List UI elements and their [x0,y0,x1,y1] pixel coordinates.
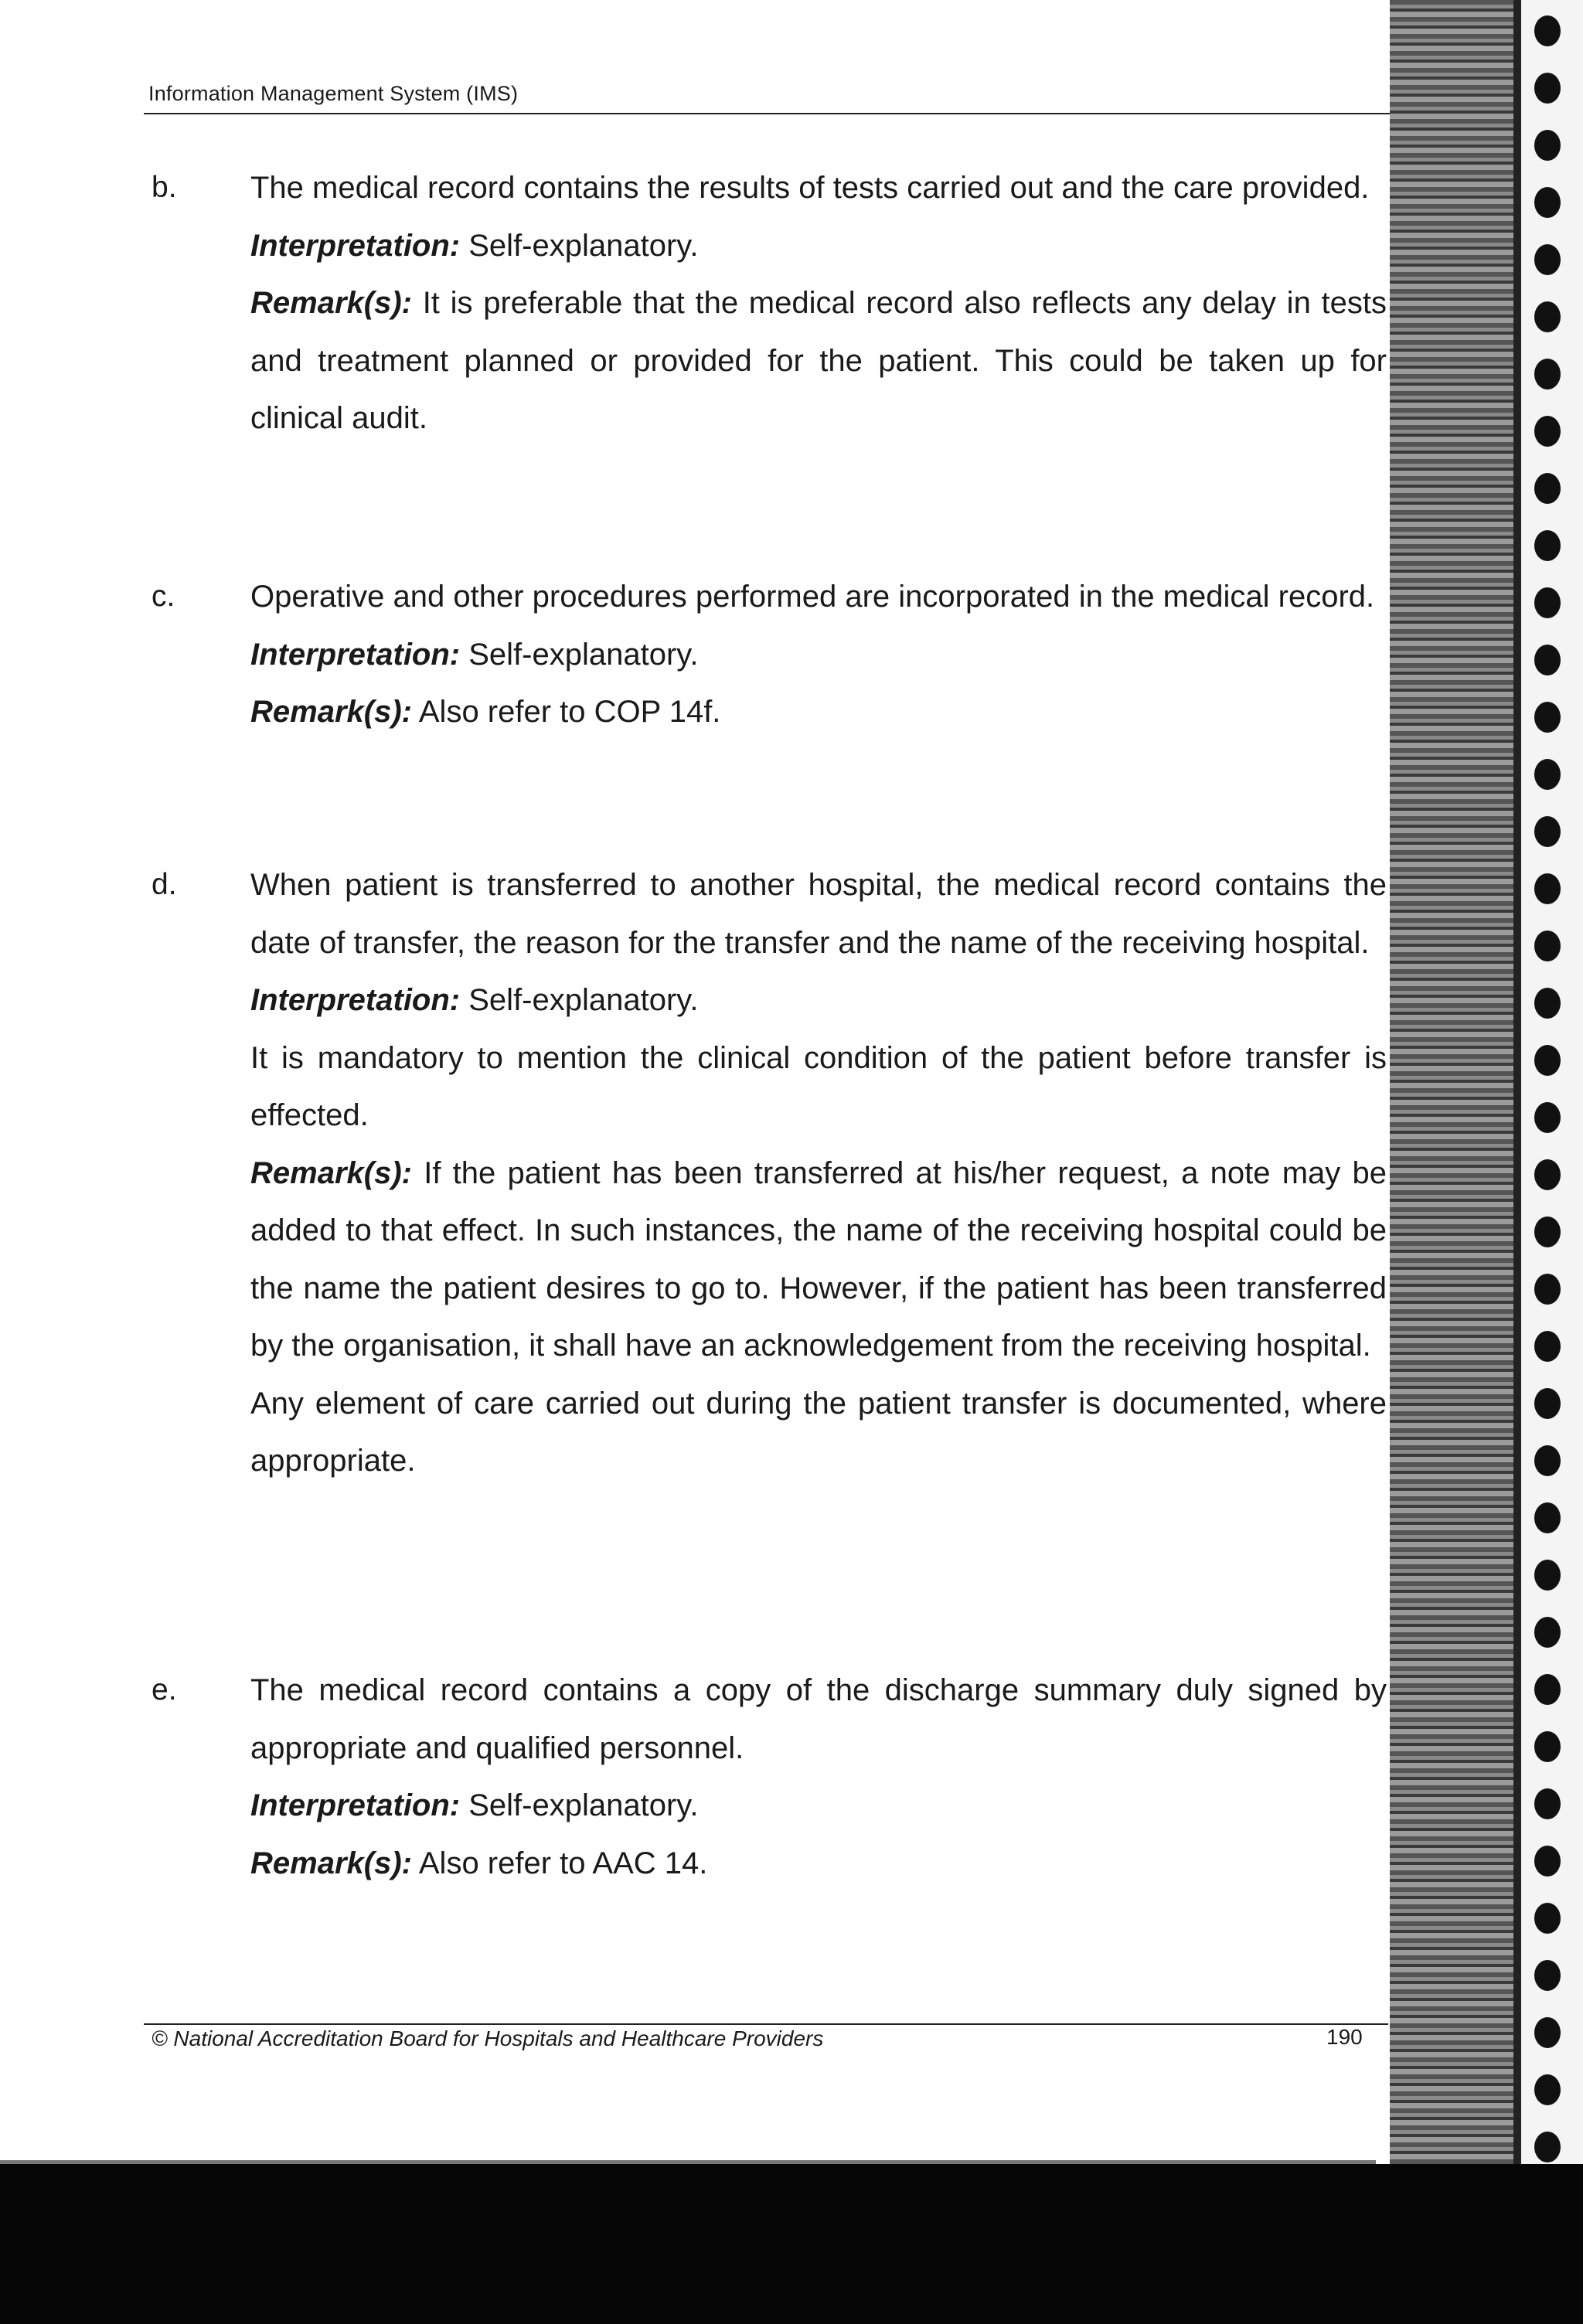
interpretation-text: Self-explanatory. [468,983,699,1017]
item-letter: c. [151,580,175,613]
spiral-ring-icon [1534,1159,1561,1190]
spiral-ring-icon [1534,1960,1561,1991]
mandatory-note: It is mandatory to mention the clinical condition of the patient before transfer is effected. [250,1040,1387,1132]
spiral-ring-icon [1534,816,1561,847]
remarks-label: Remark(s): [250,695,412,729]
remarks-extra: Any element of care carried out during the patient transfer is documented, where appropriate. [250,1386,1387,1478]
spiral-ring-icon [1534,530,1561,561]
interpretation-text: Self-explanatory. [468,228,699,263]
item-body [250,568,1387,741]
spiral-ring-icon [1534,130,1561,161]
spiral-ring-icon [1534,931,1561,961]
item-letter: e. [151,1673,177,1706]
remarks-label: Remark(s): [250,1846,412,1880]
header-rule [144,113,1411,114]
spiral-ring-icon [1534,873,1561,904]
spiral-ring-icon [1534,301,1561,332]
spiral-ring-icon [1534,2017,1561,2048]
spiral-ring-icon [1534,1731,1561,1762]
interpretation-label: Interpretation: [250,1788,461,1822]
interpretation-label: Interpretation: [250,228,461,263]
spiral-ring-icon [1534,1502,1561,1533]
spiral-ring-icon [1534,759,1561,790]
bottom-scan-bar [0,2164,1583,2324]
spiral-ring-icon [1534,1216,1561,1247]
remarks-label: Remark(s): [250,286,412,320]
interpretation-text: Self-explanatory. [468,637,699,672]
item-body [250,856,1387,1490]
spiral-ring-icon [1534,1903,1561,1934]
remarks-text: Also refer to COP 14f. [418,695,721,729]
spiral-ring-icon [1534,1331,1561,1362]
spiral-ring-icon [1534,1388,1561,1419]
footer-rule [144,2023,1388,2025]
spiral-ring-icon [1534,359,1561,390]
interpretation-text: Self-explanatory. [468,1788,699,1822]
item-letter: d. [151,868,177,901]
item-body [250,159,1387,447]
item-statement: Operative and other procedures performed are incorporated in the medical record. [250,580,1375,614]
remarks-text: If the patient has been transferred at his/her request, a note may be added to that effect. In such instances, the name of the receiving hospital could be the name the patient desires to go to. However, if the patient has been transferred by the organisation, it shall have an acknowledgement from the receiving hospital. [250,1155,1387,1363]
spiral-ring-icon [1534,2074,1561,2105]
item-statement: The medical record contains the results of tests carried out and the care provided. [250,171,1370,205]
page-number: 190 [1326,2025,1363,2049]
item-statement: When patient is transferred to another hospital, the medical record contains the date of transfer, the reason for the transfer and the name of the receiving hospital. [250,868,1387,960]
spiral-ring-icon [1534,645,1561,675]
spiral-ring-icon [1534,2132,1561,2162]
page-header: Information Management System (IMS) [148,82,519,105]
spiral-ring-icon [1534,15,1561,46]
spiral-ring-icon [1534,187,1561,218]
spiral-ring-icon [1534,1617,1561,1648]
spiral-ring-icon [1534,1846,1561,1877]
binding-strip [1390,0,1529,2164]
remarks-text: It is preferable that the medical record also reflects any delay in tests and treatment planned or provided for the patient. This could be taken up for clinical audit. [250,286,1387,435]
spiral-ring-icon [1534,988,1561,1019]
remarks-label: Remark(s): [250,1155,412,1190]
spiral-ring-icon [1534,1045,1561,1076]
spiral-ring-icon [1534,416,1561,447]
spiral-ring-icon [1534,587,1561,618]
spiral-ring-icon [1534,702,1561,733]
binding-edge [1513,0,1521,2164]
item-body [250,1662,1387,1892]
spiral-ring-icon [1534,473,1561,504]
spiral-ring-icon [1534,244,1561,275]
spiral-ring-icon [1534,1102,1561,1133]
spiral-ring-icon [1534,1560,1561,1591]
footer-text: © National Accreditation Board for Hospitals and Healthcare Providers [151,2026,824,2050]
spiral-ring-icon [1534,1445,1561,1476]
item-letter: b. [151,171,177,204]
remarks-text: Also refer to AAC 14. [418,1846,708,1880]
item-statement: The medical record contains a copy of the discharge summary duly signed by appropriate and qualified personnel. [250,1673,1387,1765]
interpretation-label: Interpretation: [250,983,461,1017]
spiral-ring-icon [1534,73,1561,104]
interpretation-label: Interpretation: [250,637,461,672]
spiral-ring-icon [1534,1788,1561,1819]
spiral-ring-icon [1534,1274,1561,1305]
spiral-ring-icon [1534,1674,1561,1705]
